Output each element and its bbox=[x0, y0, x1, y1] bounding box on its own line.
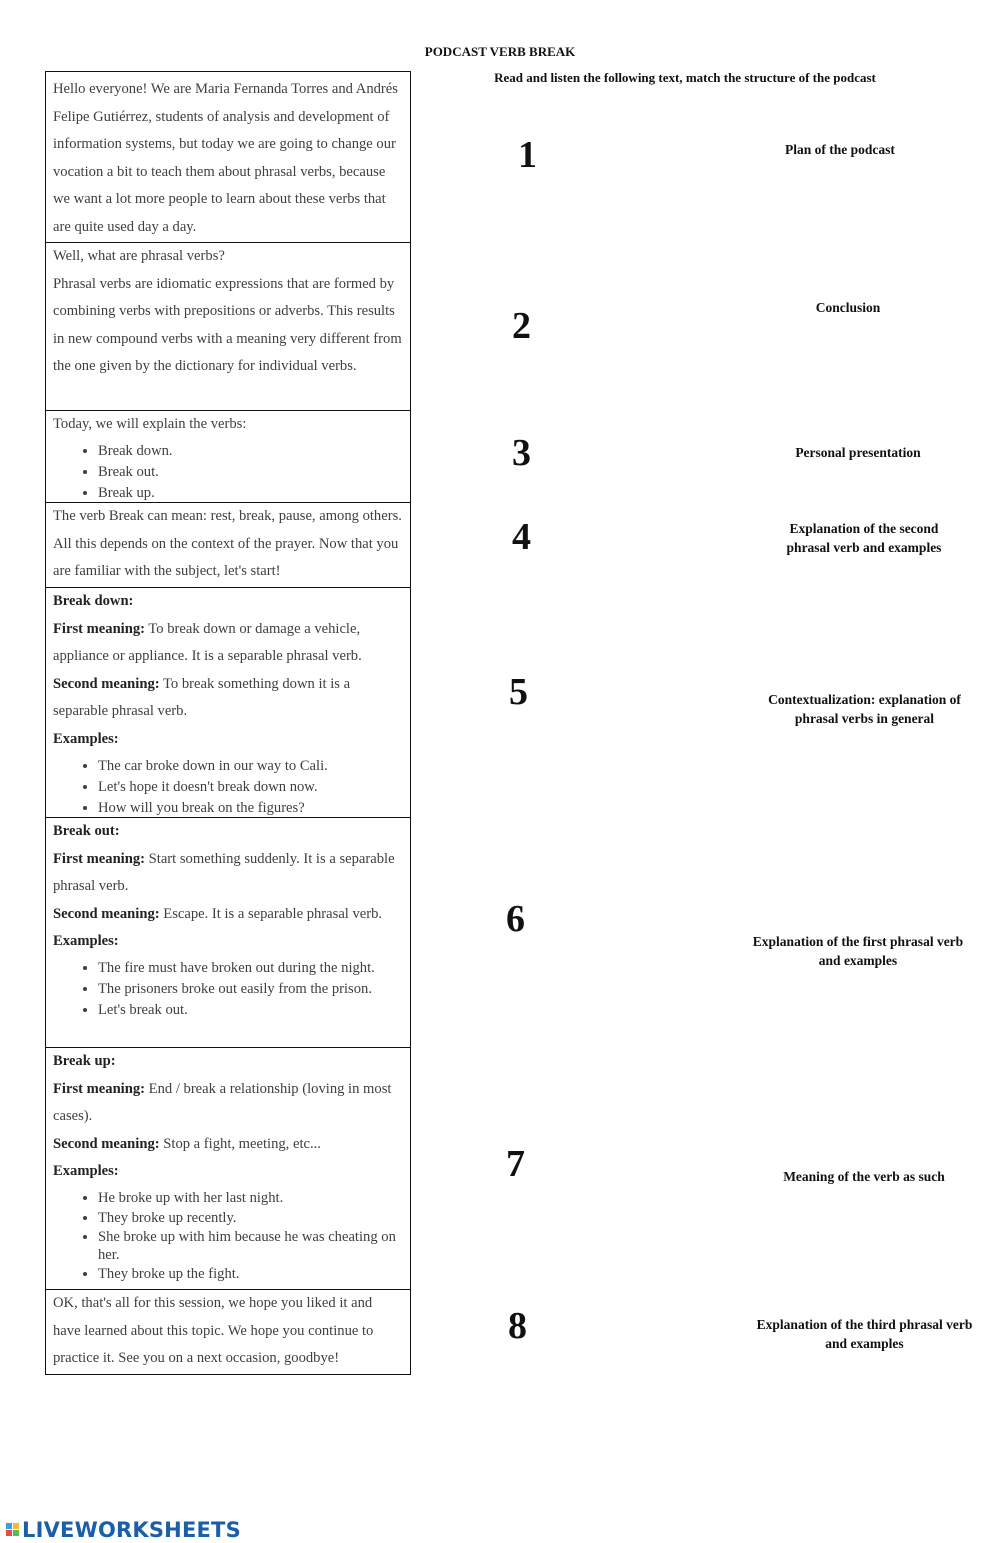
first-meaning-label: First meaning: bbox=[53, 1080, 146, 1097]
brand-name: LIVEWORKSHEETS bbox=[22, 1518, 241, 1542]
liveworksheets-logo[interactable] bbox=[6, 1517, 241, 1543]
section-text: OK, that's all for this session, we hope you liked it and have learned about this topic. We hope you continue to practice it. See you on a next occasion, goodbye! bbox=[53, 1295, 374, 1367]
number-2[interactable]: 2 bbox=[512, 305, 531, 347]
option-first-verb[interactable]: Explanation of the first phrasal verb and examples bbox=[752, 934, 964, 968]
examples-list bbox=[53, 1188, 403, 1284]
first-meaning-label: First meaning: bbox=[53, 620, 146, 637]
option-second-verb[interactable]: Explanation of the second phrasal verb and examples bbox=[786, 521, 942, 555]
list-item: • Let's break out. bbox=[98, 1000, 403, 1021]
instructions: Read and listen the following text, match the structure of the podcast bbox=[494, 70, 876, 85]
page-title: PODCAST VERB BREAK bbox=[424, 44, 576, 59]
option-conclusion[interactable]: Conclusion bbox=[815, 300, 881, 315]
first-meaning-text: Start something suddenly. It is a separable phrasal verb. bbox=[53, 850, 395, 895]
number-4[interactable]: 4 bbox=[512, 516, 531, 558]
text-section-2 bbox=[45, 242, 411, 411]
second-meaning-text: Escape. It is a separable phrasal verb. bbox=[159, 905, 383, 922]
examples-label: Examples: bbox=[53, 1163, 119, 1180]
number-1[interactable]: 1 bbox=[518, 134, 537, 176]
verb-list bbox=[53, 441, 403, 503]
list-item: • They broke up recently. bbox=[98, 1208, 403, 1228]
text-section-3 bbox=[45, 410, 411, 503]
first-meaning-label: First meaning: bbox=[53, 850, 146, 867]
first-meaning-text: End / break a relationship (loving in most cases). bbox=[53, 1080, 392, 1125]
examples-list bbox=[53, 958, 403, 1021]
section-heading: Break out: bbox=[53, 823, 120, 839]
list-item: • He broke up with her last night. bbox=[98, 1188, 403, 1208]
examples-label: Examples: bbox=[53, 730, 119, 747]
number-7[interactable]: 7 bbox=[506, 1143, 525, 1185]
examples-label: Examples: bbox=[53, 933, 119, 950]
option-personal-presentation[interactable]: Personal presentation bbox=[795, 445, 921, 460]
list-item: • Break out. bbox=[98, 462, 403, 483]
text-section-5 bbox=[45, 587, 411, 818]
number-3[interactable]: 3 bbox=[512, 432, 531, 474]
section-heading: Break up: bbox=[53, 1053, 116, 1069]
list-item: • Break up. bbox=[98, 483, 403, 503]
list-item: • The fire must have broken out during the night. bbox=[98, 958, 403, 979]
section-question: Well, what are phrasal verbs? bbox=[53, 248, 225, 264]
option-meaning-verb[interactable]: Meaning of the verb as such bbox=[783, 1169, 945, 1184]
list-item: • Let's hope it doesn't break down now. bbox=[98, 777, 403, 798]
number-8[interactable]: 8 bbox=[508, 1305, 527, 1347]
second-meaning-label: Second meaning: bbox=[53, 1135, 160, 1152]
second-meaning-text: To break something down it is a separable phrasal verb. bbox=[53, 675, 351, 720]
section-text: Hello everyone! We are Maria Fernanda Torres and Andrés Felipe Gutiérrez, students of analysis and development of information systems, but today we are going to change our vocation a bit to teach them about phrasal verbs, because we want a lot more people to learn about these verbs that are quite used day a day. bbox=[53, 81, 398, 235]
logo-icon bbox=[6, 1521, 20, 1539]
section-intro: Today, we will explain the verbs: bbox=[53, 416, 247, 432]
list-item: • The prisoners broke out easily from the prison. bbox=[98, 979, 403, 1000]
text-section-6 bbox=[45, 817, 411, 1048]
text-section-1 bbox=[45, 71, 411, 243]
list-item: • How will you break on the figures? bbox=[98, 798, 403, 818]
section-text: The verb Break can mean: rest, break, pause, among others. All this depends on the context of the prayer. Now that you are familiar with the subject, let's start! bbox=[53, 508, 402, 580]
list-item: • Break down. bbox=[98, 441, 403, 462]
examples-list bbox=[53, 756, 403, 818]
second-meaning-text: Stop a fight, meeting, etc... bbox=[159, 1135, 321, 1152]
number-5[interactable]: 5 bbox=[509, 671, 528, 713]
option-contextualization[interactable]: Contextualization: explanation of phrasal verbs in general bbox=[768, 692, 961, 726]
text-section-4 bbox=[45, 502, 411, 588]
list-item: • She broke up with him because he was cheating on her. bbox=[98, 1228, 403, 1264]
list-item: • The car broke down in our way to Cali. bbox=[98, 756, 403, 777]
first-meaning-text: To break down or damage a vehicle, appliance or appliance. It is a separable phrasal verb. bbox=[53, 620, 362, 665]
section-heading: Break down: bbox=[53, 593, 134, 609]
section-text: Phrasal verbs are idiomatic expressions that are formed by combining verbs with prepositions or adverbs. This results in new compound verbs with a meaning very different from the one given by the dictionary for individual verbs. bbox=[53, 275, 402, 375]
option-plan[interactable]: Plan of the podcast bbox=[785, 142, 895, 157]
text-section-7 bbox=[45, 1047, 411, 1290]
text-section-8 bbox=[45, 1289, 411, 1375]
second-meaning-label: Second meaning: bbox=[53, 905, 160, 922]
option-third-verb[interactable]: Explanation of the third phrasal verb and examples bbox=[756, 1317, 973, 1351]
list-item: • They broke up the fight. bbox=[98, 1264, 403, 1284]
number-6[interactable]: 6 bbox=[506, 898, 525, 940]
second-meaning-label: Second meaning: bbox=[53, 675, 160, 692]
